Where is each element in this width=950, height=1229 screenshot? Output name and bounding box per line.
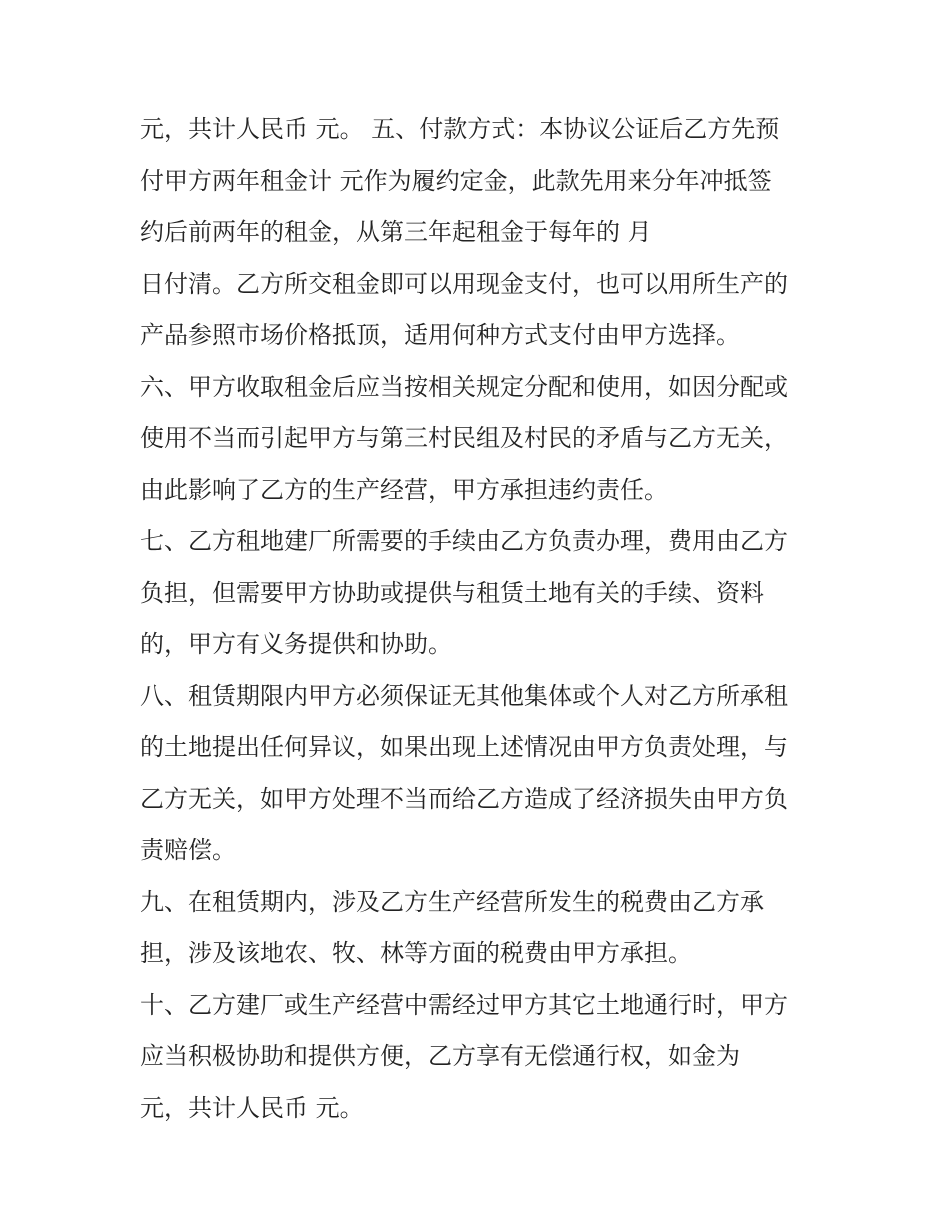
text-line: 九、在租赁期内，涉及乙方生产经营所发生的税费由乙方承 [140,887,764,916]
text-line: 十、乙方建厂或生产经营中需经过甲方其它土地通行时，甲方 [140,990,788,1019]
text-line: 元，共计人民币 元。 [140,1093,364,1122]
text-line: 八、租赁期限内甲方必须保证无其他集体或个人对乙方所承租 [140,681,788,710]
document-body [140,104,830,1134]
text-line: 的，甲方有义务提供和协助。 [140,630,452,658]
text-line: 元，共计人民币 元。 五、付款方式：本协议公证后乙方先预 [140,115,780,143]
text-line: 日付清。乙方所交租金即可以用现金支付，也可以用所生产的 [140,269,788,298]
text-line: 责赔偿。 [140,836,236,864]
text-line: 使用不当而引起甲方与第三村民组及村民的矛盾与乙方无关， [140,424,788,452]
text-line: 付甲方两年租金计 元作为履约定金，此款先用来分年冲抵签 [140,166,772,195]
text-line: 七、乙方租地建厂所需要的手续由乙方负责办理，费用由乙方 [140,527,788,555]
text-line: 约后前两年的租金，从第三年起租金于每年的 月 [140,218,652,246]
text-line: 负担，但需要甲方协助或提供与租赁土地有关的手续、资料 [140,578,764,607]
text-line: 由此影响了乙方的生产经营，甲方承担违约责任。 [140,475,668,504]
text-line: 的土地提出任何异议，如果出现上述情况由甲方负责处理，与 [140,733,788,761]
text-line: 应当积极协助和提供方便，乙方享有无偿通行权，如金为 [140,1042,740,1070]
text-line: 担，涉及该地农、牧、林等方面的税费由甲方承担。 [140,939,692,967]
text-line: 六、甲方收取租金后应当按相关规定分配和使用，如因分配或 [140,372,788,401]
text-line: 产品参照市场价格抵顶，适用何种方式支付由甲方选择。 [140,321,740,349]
text-line: 乙方无关，如甲方处理不当而给乙方造成了经济损失由甲方负 [140,784,788,813]
